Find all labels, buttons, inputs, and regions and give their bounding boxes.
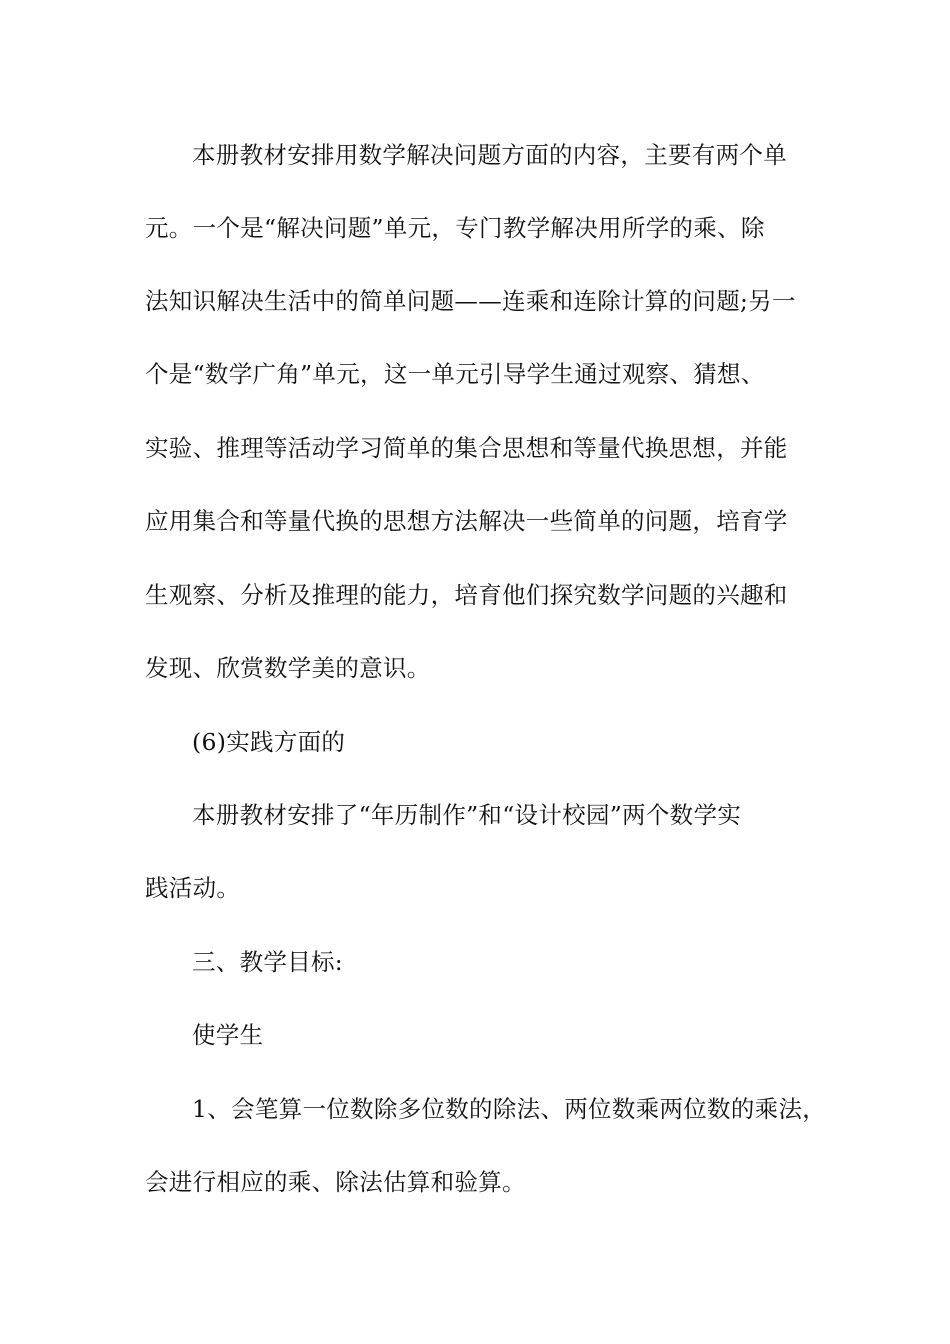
section-heading-practice: (6)实践方面的: [192, 728, 346, 756]
paragraph-line: 1、会笔算一位数除多位数的除法、两位数乘两位数的乘法，: [192, 1095, 827, 1123]
paragraph-line: 会进行相应的乘、除法估算和验算。: [145, 1168, 526, 1196]
section-heading-teaching-goals: 三、教学目标:: [192, 948, 344, 976]
paragraph-line: 生观察、分析及推理的能力，培育他们探究数学问题的兴趣和: [145, 581, 788, 609]
paragraph-line: 应用集合和等量代换的思想方法解决一些简单的问题，培育学: [145, 507, 788, 535]
intro-students: 使学生: [192, 1021, 264, 1049]
paragraph-line: 发现、欣赏数学美的意识。: [145, 654, 431, 682]
paragraph-line: 个是“数学广角”单元，这一单元引导学生通过观察、猜想、: [145, 360, 765, 388]
paragraph-line: 本册教材安排了“年历制作”和“设计校园”两个数学实: [192, 801, 742, 829]
paragraph-line: 本册教材安排用数学解决问题方面的内容，主要有两个单: [192, 141, 787, 169]
paragraph-line: 实验、推理等活动学习简单的集合思想和等量代换思想，并能: [145, 434, 788, 462]
paragraph-line: 法知识解决生活中的简单问题——连乘和连除计算的问题;另一: [145, 287, 796, 315]
paragraph-line: 践活动。: [145, 874, 241, 902]
paragraph-line: 元。一个是“解决问题”单元，专门教学解决用所学的乘、除: [145, 214, 765, 242]
